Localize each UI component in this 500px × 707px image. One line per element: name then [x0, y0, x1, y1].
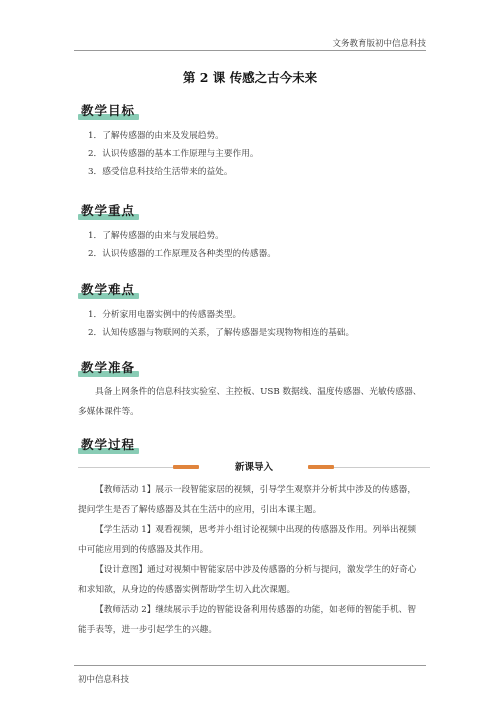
paragraph-line: 【教师活动 2】继续展示手边的智能设备利用传感器的功能，如老师的智能手机、智: [95, 605, 417, 615]
subsection-title: 新课导入: [234, 462, 273, 473]
preparation-text-line1: 具备上网条件的信息科技实验室、主控板、USB 数据线、温度传感器、光敏传感器、: [95, 387, 422, 397]
paragraph-line: 能手表等，进一步引起学生的兴趣。: [78, 625, 217, 635]
section-preparation: [78, 357, 430, 422]
paragraph-line: 中可能应用到的传感器及其作用。: [78, 545, 209, 555]
list-item: 1．了解传感器的由来与发展趋势。: [88, 231, 224, 241]
process-content: [78, 480, 430, 640]
footer-divider: [74, 665, 426, 666]
list-item: 2．认识传感器的基本工作原理与主要作用。: [88, 149, 259, 159]
section-heading: 教学重点: [78, 203, 139, 219]
list-item: 1．分析家用电器实例中的传感器类型。: [88, 310, 242, 320]
key-points-list: [78, 227, 430, 263]
paragraph-line: 提问学生是否了解传感器及其在生活中的应用，引出本课主题。: [78, 505, 322, 515]
header-divider: [74, 50, 426, 51]
section-process: [78, 434, 430, 453]
paragraph-line: 【教师活动 1】展示一段智能家居的视频，引导学生观察并分析其中涉及的传感器，: [95, 485, 417, 495]
paragraph-line: 和求知欲，从身边的传感器实例帮助学生切入此次课题。: [78, 585, 296, 595]
section-goals: [78, 100, 430, 181]
paragraph-line: 【学生活动 1】观看视频，思考并小组讨论视频中出现的传感器及作用。列举出视频: [95, 525, 417, 535]
page-title: 第 2 课 传感之古今未来: [182, 70, 318, 85]
section-difficulties: [78, 279, 430, 342]
goals-list: [78, 127, 430, 181]
footer-text: 初中信息科技: [78, 675, 130, 685]
list-item: 1．了解传感器的由来及发展趋势。: [88, 131, 224, 141]
subhead-right-line: [334, 467, 430, 468]
paragraph-line: 【设计意图】通过对视频中智能家居中涉及传感器的分析与提问，激发学生的好奇心: [95, 565, 417, 575]
difficulties-list: [78, 306, 430, 342]
list-item: 3．感受信息科技给生活带来的益处。: [88, 167, 233, 177]
section-heading: 教学过程: [78, 437, 139, 453]
subhead-right-bar: [308, 465, 334, 469]
list-item: 2．认知传感器与物联网的关系，了解传感器是实现物物相连的基础。: [88, 328, 355, 338]
section-heading: 教学难点: [78, 282, 139, 298]
preparation-text-line2: 多媒体课件等。: [78, 407, 139, 417]
subsection-header: [78, 459, 430, 473]
header-text: 文务教育版初中信息科技: [332, 39, 426, 49]
section-key-points: [78, 200, 430, 263]
section-heading: 教学准备: [78, 360, 139, 376]
section-heading: 教学目标: [78, 103, 139, 119]
list-item: 2．认识传感器的工作原理及各种类型的传感器。: [88, 249, 276, 259]
